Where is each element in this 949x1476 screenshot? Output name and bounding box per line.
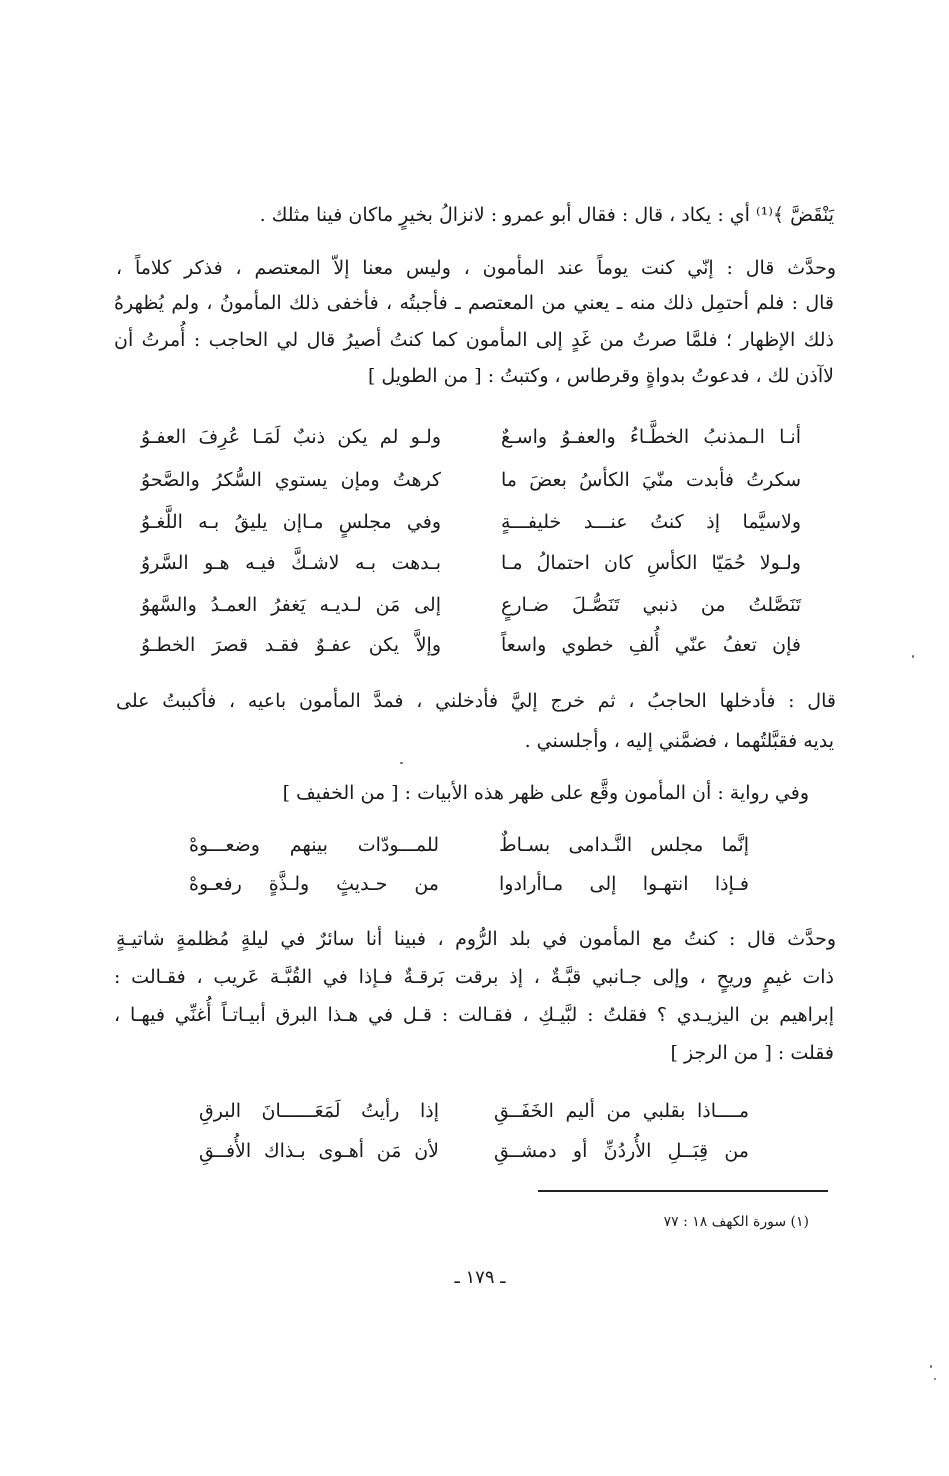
verse-first-hemistich: أنـا الـمذنبُ الخطَّـاءُ والعفـوُ واسـعٌ: [501, 426, 801, 448]
verse-second-hemistich: وفي مجلسٍ مـاإن يليقُ بـه اللَّغـوُ: [141, 511, 441, 533]
verse-first-hemistich: إنَّما مجلس النَّـدامى بسـاطٌ: [499, 834, 749, 856]
verse-second-hemistich: بـدهت بـه لاشـكَّ فيـه هـو السَّروُ: [141, 552, 441, 574]
text-line: وفي رواية : أن المأمون وقَّع على ظهر هذه الأبيات : [ من الخفيف ]: [282, 782, 809, 804]
text-line: وحدَّث قال : إنّي كنت يوماً عند المأمون ، وليس معنا إلاّ المعتصم ، فذكر كلاماً ،: [116, 257, 836, 279]
verse-second-hemistich: من حـديثٍ ولـذَّةٍ رفعـوهْ: [189, 873, 439, 895]
footnote-separator: [538, 1190, 828, 1192]
verse-first-hemistich: ولـولا حُمَيّا الكأسِ كان احتمالُ مـا: [501, 552, 801, 574]
verse-second-hemistich: وإلاَّ يكن عفـوٌ فقـد قصرَ الخطـوُ: [141, 634, 441, 656]
scan-speck: [912, 655, 914, 658]
verse-second-hemistich: إذا رأيتُ لَمَعَــــــانَ البرقِ: [199, 1100, 439, 1122]
text-line: فقلت : [ من الرجز ]: [670, 1042, 834, 1064]
verse-second-hemistich: للمـــودّات بينهم وضعـــوهْ: [189, 834, 439, 856]
text-line: قال : فأدخلها الحاجبُ ، ثم خرج إليَّ فأدخلني ، فمدَّ المأمون باعيه ، فأكببتُ على: [116, 690, 836, 712]
scan-speck: [400, 762, 403, 764]
text-line: إبراهيم بن اليزيـدي ؟ فقلتُ : لبَّيـكِ ، فقـالت : قـل في هـذا البرق أبيـاتـاً أُغنِّي فيهـا ،: [114, 1004, 834, 1026]
text-line: يديه فقبَّلتُهما ، فضمَّني إليه ، وأجلسني .: [524, 730, 834, 752]
verse-first-hemistich: مــــاذا بقلبي من أليم الخَفَــقِ: [494, 1100, 749, 1122]
verse-second-hemistich: إلى مَن لـديـه يَغفرُ العمـدُ والسَّهوُ: [141, 594, 441, 616]
scan-speck: [934, 1378, 936, 1380]
footnote: (١) سورة الكهف ١٨ : ٧٧: [663, 1214, 809, 1230]
verse-first-hemistich: من قِبَــلِ الأُردُنِّ أو دمشــقِ: [494, 1140, 749, 1162]
verse-first-hemistich: تَنَصَّلتُ من ذنبي تَنَصُّـلَ ضـارعٍ: [501, 594, 801, 616]
verse-first-hemistich: فـإذا انتهـوا إلى مـاأرادوا: [499, 873, 749, 895]
verse-first-hemistich: سكرتُ فأبدت منّيَ الكأسُ بعضَ ما: [501, 469, 801, 491]
text-line: لاآذن لك ، فدعوتُ بدواةٍ وقرطاس ، وكتبتُ : [ من الطويل ]: [367, 365, 834, 387]
text-line: ذات غيمٍ وريحٍ ، وإلى جـانبي قبَّـةٌ ، إذ برقت بَرقـةٌ فـإذا في القُبَّـة عَريب ، فقـالت :: [114, 966, 834, 988]
text-line: قال : فلم أحتمِل ذلك منه ـ يعني من المعتصم ـ فأجبتُه ، فأخفى ذلك المأمونُ ، ولم يُظهرهُ: [114, 292, 834, 314]
verse-first-hemistich: فإن تعفُ عنّي أُلفِ خطوي واسعاً: [501, 634, 801, 656]
verse-second-hemistich: كرهتُ ومإن يستوي السُّكرُ والصَّحوُ: [141, 469, 441, 491]
verse-second-hemistich: ولـو لم يكن ذنبٌ لَمَـا عُرِفَ العفـوُ: [141, 426, 441, 448]
verse-second-hemistich: لأن مَن أهـوى بـذاك الأُفــقِ: [199, 1140, 439, 1162]
text-line: وحدَّث قال : كنتُ مع المأمون في بلد الرُّوم ، فبينا أنا سائرٌ في ليلةٍ مُظلمةٍ شاتيـةٍ: [116, 928, 836, 950]
text-line: يَنْقَضَّ ﴾⁽¹⁾ أي : يكاد ، قال : فقال أبو عمرو : لانزالُ بخيرٍ ماكان فينا مثلك .: [259, 204, 834, 226]
verse-first-hemistich: ولاسيَّما إذ كنتُ عنـــد خليفـــةٍ: [501, 511, 801, 533]
page-number: ـ ١٧٩ ـ: [454, 1267, 506, 1288]
text-line: ذلك الإظهار ؛ فلمَّا صرتُ من غَدٍ إلى المأمون كما كنتُ أصيرُ قال لي الحاجب : أُمرتُ أن: [114, 329, 834, 351]
scan-speck: [930, 1365, 932, 1368]
